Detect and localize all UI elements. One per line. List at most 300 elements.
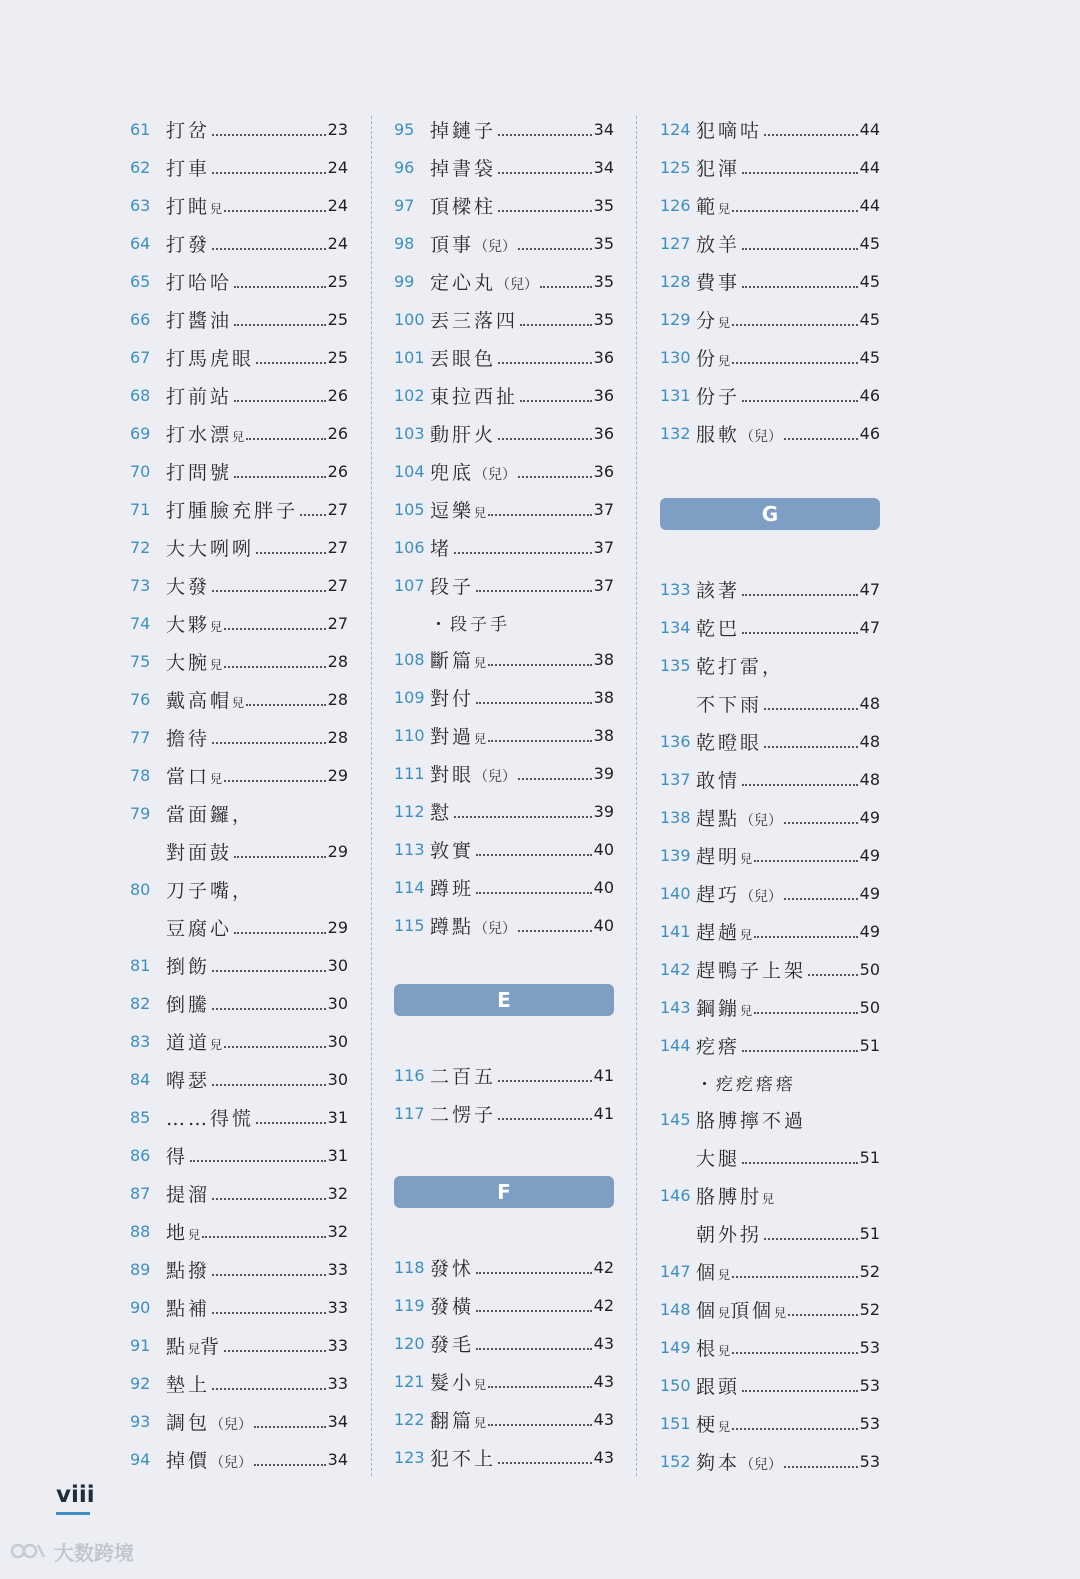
toc-entry[interactable]	[660, 300, 880, 338]
entry-text: 地	[166, 1221, 189, 1244]
entry-number: 144	[660, 1035, 691, 1055]
entry-title	[430, 306, 518, 333]
toc-entry[interactable]	[394, 868, 614, 906]
entry-number: 88	[130, 1221, 151, 1241]
entry-text: 道道	[166, 1031, 211, 1054]
entry-page: 29	[327, 841, 348, 861]
entry-title-line1: 刀子嘴，	[166, 879, 255, 902]
toc-entry[interactable]	[660, 148, 880, 186]
entry-page: 26	[327, 461, 348, 481]
toc-entry[interactable]	[394, 792, 614, 830]
toc-entry[interactable]	[394, 566, 614, 604]
toc-entry[interactable]	[130, 528, 348, 566]
entry-number: 130	[660, 347, 691, 367]
entry-er-suffix: （兒）	[740, 812, 783, 829]
dot-leader	[488, 1386, 592, 1388]
dot-leader	[234, 476, 326, 478]
toc-entry[interactable]	[660, 224, 880, 262]
entry-page: 46	[859, 423, 880, 443]
entry-page: 43	[593, 1447, 614, 1467]
toc-entry[interactable]	[130, 1060, 348, 1098]
dot-leader	[784, 438, 858, 440]
entry-number: 86	[130, 1145, 151, 1165]
entry-title	[166, 1180, 210, 1207]
entry-er-suffix: 兒	[232, 429, 245, 444]
entry-er-suffix: （兒）	[474, 466, 517, 483]
entry-page: 49	[859, 883, 880, 903]
entry-title-line2: 豆腐心	[166, 917, 233, 940]
toc-entry[interactable]	[394, 338, 614, 376]
toc-entry[interactable]	[394, 754, 614, 792]
toc-entry[interactable]	[130, 186, 348, 224]
toc-entry[interactable]	[660, 1328, 880, 1366]
entry-title	[166, 648, 222, 675]
entry-number: 93	[130, 1411, 151, 1431]
toc-entry[interactable]	[130, 1440, 348, 1478]
dot-leader	[732, 1352, 858, 1354]
entry-title	[166, 952, 210, 979]
entry-text: 逗樂	[430, 499, 475, 522]
entry-number: 78	[130, 765, 151, 785]
entry-page: 42	[593, 1295, 614, 1315]
dot-leader	[742, 172, 858, 174]
entry-text: 分	[696, 309, 719, 332]
toc-entry[interactable]	[394, 1056, 614, 1094]
toc-entry[interactable]	[660, 1176, 880, 1214]
toc-entry[interactable]	[394, 1286, 614, 1324]
toc-entry[interactable]	[130, 110, 348, 148]
entry-page: 36	[593, 423, 614, 443]
entry-number: 112	[394, 801, 425, 821]
entry-text: 份子	[696, 385, 741, 408]
toc-entry[interactable]	[660, 1290, 880, 1328]
entry-title	[430, 646, 486, 673]
entry-text: 乾巴	[696, 617, 741, 640]
dot-leader	[300, 514, 326, 516]
entry-number: 142	[660, 959, 691, 979]
dot-leader	[202, 1236, 326, 1238]
entry-title	[696, 576, 740, 603]
entry-number: 121	[394, 1371, 425, 1391]
entry-page: 35	[593, 233, 614, 253]
toc-entry[interactable]	[394, 1094, 614, 1132]
entry-number: 151	[660, 1413, 691, 1433]
entry-title	[430, 1368, 486, 1395]
entry-number: 61	[130, 119, 151, 139]
dot-leader	[224, 628, 326, 630]
dot-leader	[224, 1046, 326, 1048]
entry-title	[430, 1330, 474, 1357]
entry-text: 掉鏈子	[430, 119, 497, 142]
entry-title	[696, 268, 740, 295]
entry-title	[430, 1292, 474, 1319]
entry-title	[166, 1408, 252, 1435]
entry-number: 66	[130, 309, 151, 329]
toc-entry[interactable]	[394, 528, 614, 566]
toc-entry-continuation	[660, 1138, 880, 1176]
toc-entry[interactable]	[660, 110, 880, 148]
dot-leader	[518, 248, 592, 250]
entry-title	[430, 684, 474, 711]
toc-entry[interactable]	[130, 946, 348, 984]
entry-title	[166, 1028, 222, 1055]
toc-entry[interactable]	[130, 1022, 348, 1060]
dot-leader	[212, 1312, 326, 1314]
toc-entry[interactable]	[394, 186, 614, 224]
toc-entry[interactable]	[130, 1364, 348, 1402]
toc-entry[interactable]	[130, 224, 348, 262]
toc-entry[interactable]	[394, 148, 614, 186]
toc-entry[interactable]	[394, 678, 614, 716]
toc-entry[interactable]	[660, 988, 880, 1026]
dot-leader	[742, 1162, 858, 1164]
entry-er-suffix: 兒	[474, 731, 487, 746]
dot-leader	[498, 1118, 592, 1120]
entry-number: 68	[130, 385, 151, 405]
entry-number: 109	[394, 687, 425, 707]
entry-title	[696, 1334, 730, 1361]
toc-entry[interactable]	[660, 646, 880, 684]
toc-entry[interactable]	[660, 950, 880, 988]
entry-number: 82	[130, 993, 151, 1013]
dot-leader	[224, 666, 326, 668]
entry-title	[166, 420, 244, 447]
entry-title	[696, 344, 730, 371]
entry-number: 113	[394, 839, 425, 859]
toc-entry[interactable]	[130, 1174, 348, 1212]
entry-text: 擔待	[166, 727, 211, 750]
entry-page: 27	[327, 537, 348, 557]
entry-page: 37	[593, 537, 614, 557]
entry-page: 30	[327, 1069, 348, 1089]
dot-leader	[476, 854, 592, 856]
dot-leader	[212, 248, 326, 250]
toc-entry[interactable]	[660, 608, 880, 646]
toc-entry[interactable]	[130, 1098, 348, 1136]
toc-entry[interactable]	[130, 984, 348, 1022]
entry-text: 大發	[166, 575, 211, 598]
toc-entry[interactable]	[130, 490, 348, 528]
entry-page: 52	[859, 1299, 880, 1319]
entry-number: 152	[660, 1451, 691, 1471]
entry-page: 37	[593, 499, 614, 519]
entry-text: 打岔	[166, 119, 211, 142]
entry-title	[166, 1142, 188, 1169]
dot-leader	[742, 784, 858, 786]
toc-entry[interactable]	[130, 1326, 348, 1364]
toc-entry[interactable]	[130, 566, 348, 604]
entry-text: 該著	[696, 579, 741, 602]
toc-entry[interactable]	[394, 300, 614, 338]
toc-entry-continuation	[660, 684, 880, 722]
entry-title	[430, 382, 518, 409]
toc-entry[interactable]	[130, 1136, 348, 1174]
entry-title	[166, 306, 232, 333]
entry-title	[430, 798, 452, 825]
entry-number: 147	[660, 1261, 691, 1281]
dot-leader	[540, 286, 592, 288]
dot-leader	[476, 892, 592, 894]
entry-title	[696, 306, 730, 333]
dot-leader	[212, 1274, 326, 1276]
dot-leader	[212, 1008, 326, 1010]
entry-page: 43	[593, 1409, 614, 1429]
entry-number: 131	[660, 385, 691, 405]
toc-entry[interactable]	[394, 376, 614, 414]
entry-number: 118	[394, 1257, 425, 1277]
toc-entry[interactable]	[660, 570, 880, 608]
entry-title	[696, 154, 740, 181]
toc-entry[interactable]	[394, 830, 614, 868]
entry-text: 放羊	[696, 233, 741, 256]
toc-entry[interactable]	[394, 262, 614, 300]
entry-text: 服軟	[696, 423, 741, 446]
entry-page: 25	[327, 309, 348, 329]
toc-entry[interactable]	[130, 1212, 348, 1250]
toc-entry[interactable]	[660, 722, 880, 760]
entry-number: 101	[394, 347, 425, 367]
entry-title	[430, 874, 474, 901]
entry-number: 124	[660, 119, 691, 139]
entry-title	[430, 420, 496, 447]
toc-entry[interactable]	[660, 912, 880, 950]
dot-leader	[498, 1462, 592, 1464]
toc-entry[interactable]	[660, 338, 880, 376]
entry-title	[430, 1062, 496, 1089]
entry-er-suffix: 兒	[474, 1377, 487, 1392]
entry-number: 132	[660, 423, 691, 443]
toc-entry[interactable]	[130, 604, 348, 642]
entry-number: 76	[130, 689, 151, 709]
entry-number: 65	[130, 271, 151, 291]
entry-page: 46	[859, 385, 880, 405]
entry-text: 打問號	[166, 461, 233, 484]
entry-number: 108	[394, 649, 425, 669]
entry-page: 53	[859, 1375, 880, 1395]
entry-number: 75	[130, 651, 151, 671]
entry-er-suffix: 兒	[210, 619, 223, 634]
toc-entry[interactable]	[660, 798, 880, 836]
entry-number: 107	[394, 575, 425, 595]
toc-entry[interactable]	[660, 1366, 880, 1404]
toc-entry[interactable]	[394, 716, 614, 754]
toc-entry[interactable]	[130, 338, 348, 376]
entry-text: 堵	[430, 537, 453, 560]
dot-leader	[742, 632, 858, 634]
entry-er-suffix: （兒）	[474, 238, 517, 255]
toc-entry[interactable]	[394, 1438, 614, 1476]
entry-page: 30	[327, 1031, 348, 1051]
toc-entry[interactable]	[660, 874, 880, 912]
entry-text: 打車	[166, 157, 211, 180]
toc-entry[interactable]	[394, 1248, 614, 1286]
dot-leader	[742, 1390, 858, 1392]
dot-leader	[754, 860, 858, 862]
toc-entry[interactable]	[394, 1400, 614, 1438]
toc-entry[interactable]	[660, 760, 880, 798]
entry-er-suffix: （兒）	[210, 1454, 253, 1471]
entry-page: 36	[593, 347, 614, 367]
entry-text: 犯嘀咕	[696, 119, 763, 142]
toc-entry[interactable]	[130, 794, 348, 832]
entry-title	[166, 1370, 210, 1397]
toc-entry[interactable]	[394, 1324, 614, 1362]
entry-number: 103	[394, 423, 425, 443]
entry-title	[166, 1104, 254, 1131]
entry-text: 蹲班	[430, 877, 475, 900]
entry-page: 48	[859, 769, 880, 789]
entry-page: 50	[859, 997, 880, 1017]
toc-entry[interactable]	[394, 224, 614, 262]
toc-entry[interactable]	[660, 376, 880, 414]
toc-entry[interactable]	[394, 452, 614, 490]
entry-number: 74	[130, 613, 151, 633]
entry-title	[696, 116, 762, 143]
toc-entry[interactable]	[660, 1404, 880, 1442]
entry-page: 27	[327, 575, 348, 595]
entry-text: 動肝火	[430, 423, 497, 446]
entry-number: 146	[660, 1185, 691, 1205]
entry-title	[430, 1254, 474, 1281]
toc-entry[interactable]	[130, 1288, 348, 1326]
entry-page: 39	[593, 801, 614, 821]
entry-text: 費事	[696, 271, 741, 294]
toc-entry[interactable]	[130, 414, 348, 452]
entry-title-line2: 不下雨	[696, 693, 763, 716]
entry-text: 段子	[430, 575, 475, 598]
dot-leader	[788, 1314, 858, 1316]
entry-text: 斷篇	[430, 649, 475, 672]
dot-leader	[454, 552, 592, 554]
entry-title	[430, 192, 496, 219]
entry-er-suffix: 兒	[762, 1191, 775, 1206]
toc-entry[interactable]	[130, 376, 348, 414]
toc-entry[interactable]	[394, 906, 614, 944]
section-header-g: G	[660, 498, 880, 530]
entry-er-suffix: （兒）	[474, 920, 517, 937]
entry-er-suffix: 兒	[188, 1227, 201, 1242]
entry-number: 71	[130, 499, 151, 519]
entry-page: 25	[327, 271, 348, 291]
entry-page: 29	[327, 765, 348, 785]
dot-leader	[476, 590, 592, 592]
section-header-f: F	[394, 1176, 614, 1208]
entry-number: 70	[130, 461, 151, 481]
toc-entry[interactable]	[394, 110, 614, 148]
entry-number: 138	[660, 807, 691, 827]
entry-er-suffix: 兒	[718, 1305, 731, 1320]
entry-page: 49	[859, 845, 880, 865]
dot-leader	[784, 822, 858, 824]
dot-leader	[498, 362, 592, 364]
entry-title	[430, 912, 516, 939]
dot-leader	[256, 1122, 326, 1124]
toc-entry[interactable]	[660, 262, 880, 300]
entry-text: 對眼	[430, 763, 475, 786]
entry-text: 趕趟	[696, 921, 741, 944]
toc-entry[interactable]	[130, 148, 348, 186]
entry-page: 47	[859, 579, 880, 599]
entry-er-suffix: 兒	[740, 1003, 753, 1018]
entry-title	[696, 804, 782, 831]
entry-number: 126	[660, 195, 691, 215]
entry-page: 33	[327, 1373, 348, 1393]
entry-title	[696, 1372, 740, 1399]
toc-entry[interactable]	[394, 490, 614, 528]
toc-entry[interactable]	[660, 1100, 880, 1138]
toc-entry[interactable]	[130, 452, 348, 490]
entry-page: 43	[593, 1371, 614, 1391]
dot-leader	[742, 594, 858, 596]
entry-title	[430, 116, 496, 143]
dot-leader	[518, 930, 592, 932]
entry-er-suffix: 兒	[718, 315, 731, 330]
toc-entry[interactable]	[130, 262, 348, 300]
toc-entry[interactable]	[660, 1442, 880, 1480]
entry-number: 137	[660, 769, 691, 789]
entry-page: 43	[593, 1333, 614, 1353]
toc-entry[interactable]	[660, 414, 880, 452]
entry-number: 102	[394, 385, 425, 405]
toc-entry[interactable]	[660, 186, 880, 224]
entry-number: 125	[660, 157, 691, 177]
toc-entry[interactable]	[660, 1026, 880, 1064]
entry-page: 38	[593, 687, 614, 707]
toc-entry[interactable]	[660, 1252, 880, 1290]
entry-er-suffix: 兒	[740, 851, 753, 866]
dot-leader	[518, 778, 592, 780]
entry-number: 84	[130, 1069, 151, 1089]
entry-title	[696, 1032, 740, 1059]
entry-number: 80	[130, 879, 151, 899]
entry-page: 45	[859, 271, 880, 291]
toc-entry[interactable]	[130, 718, 348, 756]
toc-entry[interactable]	[394, 640, 614, 678]
entry-title	[430, 1100, 496, 1127]
entry-page: 30	[327, 993, 348, 1013]
toc-entry[interactable]	[130, 756, 348, 794]
toc-entry[interactable]	[130, 870, 348, 908]
dot-leader	[498, 172, 592, 174]
entry-page: 51	[859, 1035, 880, 1055]
toc-entry[interactable]	[394, 1362, 614, 1400]
entry-title	[430, 1444, 496, 1471]
toc-entry[interactable]	[394, 414, 614, 452]
toc-entry[interactable]	[660, 836, 880, 874]
dot-leader	[764, 1238, 858, 1240]
dot-leader	[754, 936, 858, 938]
entry-er-suffix: 兒	[718, 1419, 731, 1434]
toc-entry[interactable]	[130, 1250, 348, 1288]
entry-text: 點	[166, 1335, 189, 1358]
entry-number: 114	[394, 877, 425, 897]
toc-entry[interactable]	[130, 680, 348, 718]
toc-entry[interactable]	[130, 642, 348, 680]
toc-entry[interactable]	[130, 300, 348, 338]
dot-leader	[476, 1272, 592, 1274]
entry-page: 44	[859, 195, 880, 215]
entry-number: 90	[130, 1297, 151, 1317]
dot-leader	[224, 780, 326, 782]
entry-text: 倒騰	[166, 993, 211, 1016]
entry-title-line2: 大腿	[696, 1147, 741, 1170]
dot-leader	[254, 1426, 326, 1428]
entry-number: 135	[660, 655, 691, 675]
toc-subentry: ・疙疙瘩瘩	[696, 1074, 796, 1095]
entry-title	[696, 842, 752, 869]
entry-number: 148	[660, 1299, 691, 1319]
toc-entry[interactable]	[130, 1402, 348, 1440]
